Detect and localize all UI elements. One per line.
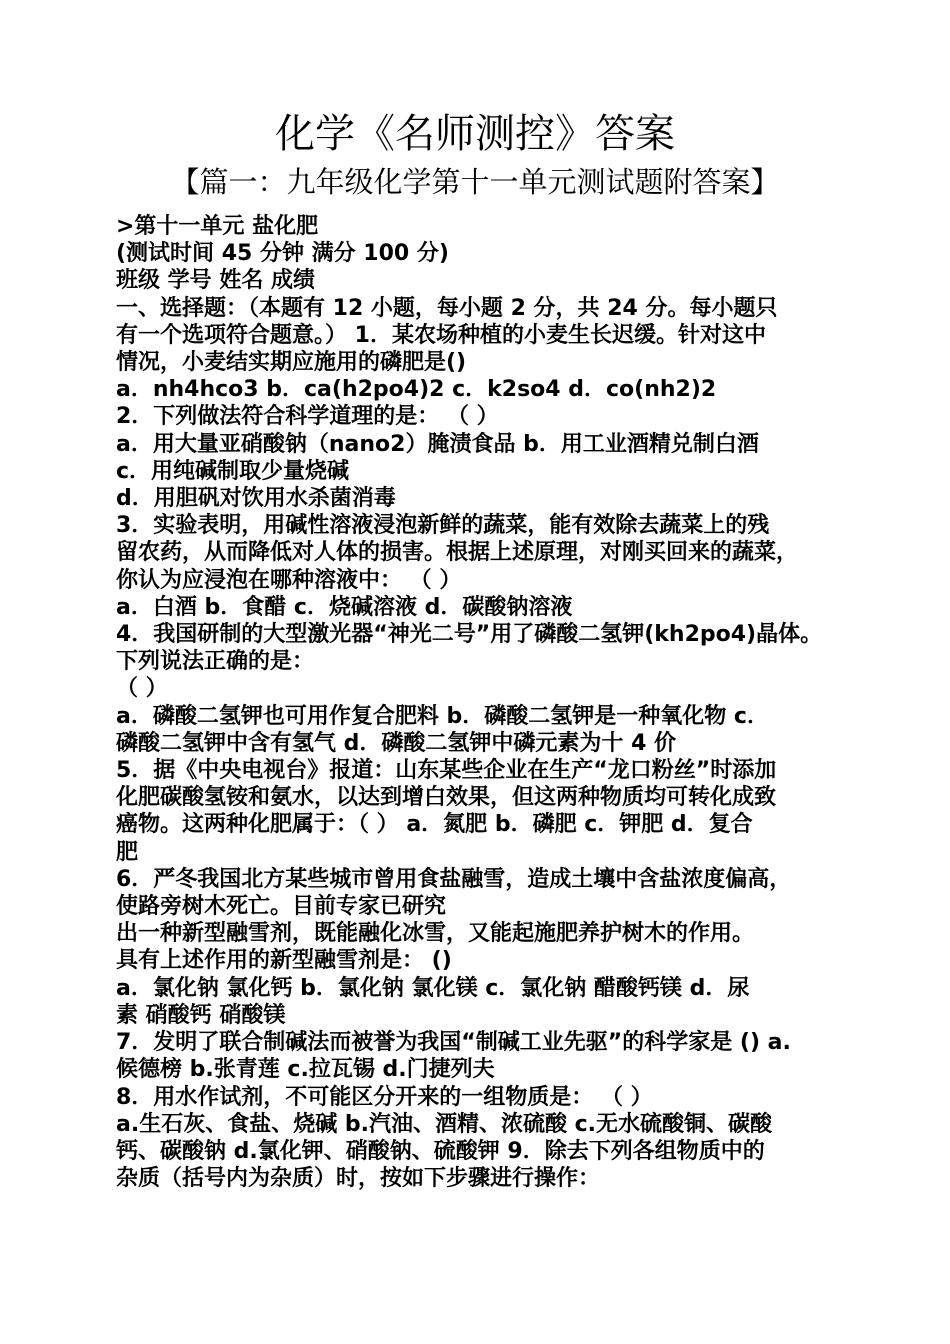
- text-line: >第十一单元 盐化肥: [116, 214, 319, 239]
- text-line: 候德榜 b.张青莲 c.拉瓦锡 d.门捷列夫: [116, 1057, 495, 1083]
- text-line: a.生石灰、食盐、烧碱 b.汽油、酒精、浓硫酸 c.无水硫酸铜、碳酸: [116, 1111, 773, 1137]
- text-line: a．用大量亚硝酸钠（nano2）腌渍食品 b．用工业酒精兑制白酒: [116, 431, 759, 457]
- text-line: 3．实验表明，用碱性溶液浸泡新鲜的蔬菜，能有效除去蔬菜上的残: [116, 513, 770, 539]
- text-line: 6．严冬我国北方某些城市曾用食盐融雪，造成土壤中含盐浓度偏高，: [116, 866, 792, 892]
- text-line: 癌物。这两种化肥属于：（ ） a．氮肥 b．磷肥 c．钾肥 d．复合: [116, 812, 753, 838]
- text-line: 磷酸二氢钾中含有氢气 d．磷酸二氢钾中磷元素为十 4 价: [116, 730, 677, 756]
- text-line: （ ）: [116, 676, 168, 702]
- text-line: 一、选择题：（本题有 12 小题，每小题 2 分，共 24 分。每小题只: [116, 295, 778, 321]
- text-line: 杂质（括号内为杂质）时，按如下步骤进行操作：: [116, 1166, 601, 1192]
- text-line: a．白酒 b．食醋 c．烧碱溶液 d．碳酸钠溶液: [116, 594, 573, 620]
- text-line: 下列说法正确的是：: [116, 649, 315, 675]
- text-line: 你认为应浸泡在哪种溶液中： （ ）: [116, 567, 462, 593]
- page-title: 化学《名师测控》答案: [275, 111, 675, 157]
- text-line: a．磷酸二氢钾也可用作复合肥料 b．磷酸二氢钾是一种氧化物 c．: [116, 703, 769, 729]
- text-line: 具有上述作用的新型融雪剂是： (): [116, 948, 452, 974]
- text-line: a．氯化钠 氯化钙 b．氯化钠 氯化镁 c．氯化钠 醋酸钙镁 d．尿: [116, 975, 750, 1001]
- text-line: 2．下列做法符合科学道理的是： （ ）: [116, 404, 499, 430]
- text-line: c．用纯碱制取少量烧碱: [116, 458, 350, 484]
- text-line: 使路旁树木死亡。目前专家已研究: [116, 894, 447, 920]
- text-line: 5．据《中央电视台》报道：山东某些企业在生产“龙口粉丝”时添加: [116, 758, 777, 784]
- text-line: a．nh4hco3 b．ca(h2po4)2 c．k2so4 d．co(nh2)2: [116, 377, 717, 403]
- text-line: 有一个选项符合题意。） 1．某农场种植的小麦生长迟缓。针对这中: [116, 322, 766, 348]
- document-body: [116, 213, 838, 1192]
- text-line: 情况，小麦结实期应施用的磷肥是(): [116, 350, 467, 376]
- text-line: 钙、碳酸钠 d.氯化钾、硝酸钠、硫酸钾 9．除去下列各组物质中的: [116, 1138, 765, 1164]
- text-line: 班级 学号 姓名 成绩: [116, 268, 315, 294]
- text-line: 8．用水作试剂，不可能区分开来的一组物质是： （ ）: [116, 1084, 653, 1110]
- text-line: 4．我国研制的大型激光器“神光二号”用了磷酸二氢钾(kh2po4)晶体。: [116, 622, 823, 648]
- page-subtitle: 【篇一：九年级化学第十一单元测试题附答案】: [170, 165, 780, 199]
- text-line: 化肥碳酸氢铵和氨水，以达到增白效果，但这两种物质均可转化成致: [116, 785, 777, 811]
- text-line: 肥: [116, 839, 139, 865]
- text-line: 留农药，从而降低对人体的损害。根据上述原理，对刚买回来的蔬菜，: [116, 540, 799, 566]
- text-line: 7．发明了联合制碱法而被誉为我国“制碱工业先驱”的科学家是 () a.: [116, 1030, 791, 1056]
- text-line: 素 硝酸钙 硝酸镁: [116, 1002, 286, 1028]
- text-line: (测试时间 45 分钟 满分 100 分): [116, 241, 449, 267]
- text-line: 出一种新型融雪剂，既能融化冰雪，又能起施肥养护树木的作用。: [116, 921, 755, 947]
- text-line: d．用胆矾对饮用水杀菌消毒: [116, 486, 396, 512]
